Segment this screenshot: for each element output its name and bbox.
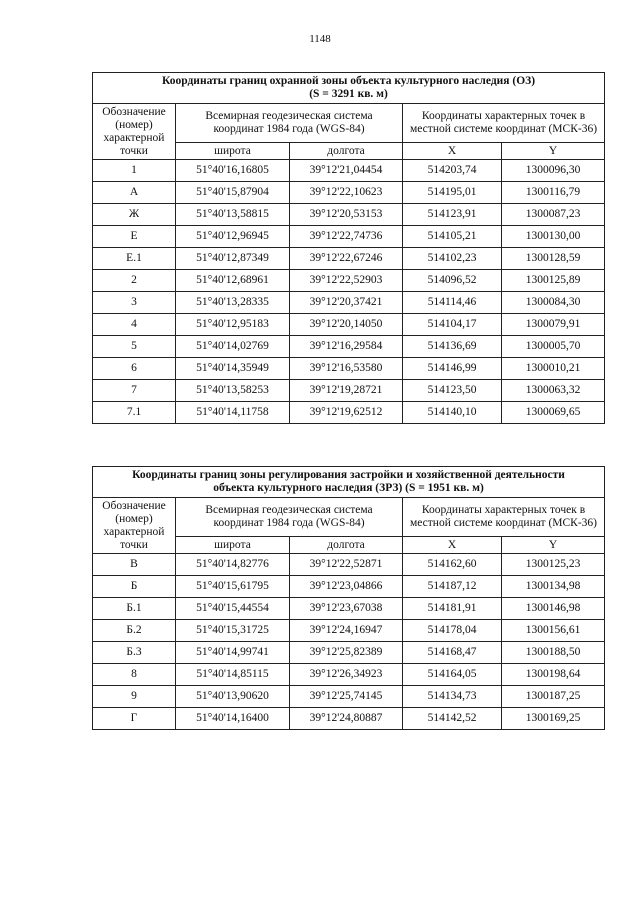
table-title [93,467,605,498]
lat-cell: 51°40'14,02769 [176,336,290,358]
point-cell: 3 [93,292,176,314]
table-row [93,402,605,424]
lat-cell: 51°40'14,35949 [176,358,290,380]
x-cell: 514114,46 [403,292,502,314]
lat-cell: 51°40'12,96945 [176,226,290,248]
x-header: X [403,143,502,160]
y-cell: 1300005,70 [502,336,605,358]
lat-cell: 51°40'12,87349 [176,248,290,270]
x-cell: 514104,17 [403,314,502,336]
table-title-line1: Координаты границ зоны регулирования застройки и хозяйственной деятельности [132,469,565,481]
point-cell: Б [93,576,176,598]
table-row [93,554,605,576]
point-column-header: Обозначение (номер) характерной точки [93,104,176,160]
group-header-row [93,498,605,537]
point-cell: 5 [93,336,176,358]
y-cell: 1300156,61 [502,620,605,642]
table-row [93,664,605,686]
x-cell: 514146,99 [403,358,502,380]
lon-cell: 39°12'22,67246 [290,248,403,270]
lon-header: долгота [290,143,403,160]
x-cell: 514123,91 [403,204,502,226]
y-cell: 1300063,32 [502,380,605,402]
table-title-row [93,73,605,104]
x-cell: 514105,21 [403,226,502,248]
table-row [93,248,605,270]
lon-cell: 39°12'22,52903 [290,270,403,292]
y-cell: 1300130,00 [502,226,605,248]
lon-cell: 39°12'19,28721 [290,380,403,402]
lat-cell: 51°40'13,28335 [176,292,290,314]
y-cell: 1300084,30 [502,292,605,314]
lon-cell: 39°12'24,16947 [290,620,403,642]
table-row [93,708,605,730]
lat-cell: 51°40'14,11758 [176,402,290,424]
x-cell: 514142,52 [403,708,502,730]
lat-cell: 51°40'14,16400 [176,708,290,730]
lon-cell: 39°12'21,04454 [290,160,403,182]
lon-cell: 39°12'25,74145 [290,686,403,708]
table-title [93,73,605,104]
group-header-row [93,104,605,143]
lon-header: долгота [290,537,403,554]
lon-cell: 39°12'23,04866 [290,576,403,598]
y-cell: 1300146,98 [502,598,605,620]
y-cell: 1300128,59 [502,248,605,270]
y-cell: 1300096,30 [502,160,605,182]
lat-cell: 51°40'14,85115 [176,664,290,686]
lon-cell: 39°12'20,14050 [290,314,403,336]
x-cell: 514140,10 [403,402,502,424]
lat-cell: 51°40'15,87904 [176,182,290,204]
y-cell: 1300188,50 [502,642,605,664]
y-cell: 1300187,25 [502,686,605,708]
lon-cell: 39°12'24,80887 [290,708,403,730]
y-cell: 1300134,98 [502,576,605,598]
table-row [93,576,605,598]
x-cell: 514178,04 [403,620,502,642]
point-cell: Е [93,226,176,248]
y-header: Y [502,537,605,554]
lon-cell: 39°12'19,62512 [290,402,403,424]
lon-cell: 39°12'20,37421 [290,292,403,314]
x-cell: 514123,50 [403,380,502,402]
point-cell: 9 [93,686,176,708]
y-cell: 1300010,21 [502,358,605,380]
point-cell: 6 [93,358,176,380]
table-row [93,270,605,292]
x-cell: 514096,52 [403,270,502,292]
x-cell: 514195,01 [403,182,502,204]
point-cell: А [93,182,176,204]
table-row [93,686,605,708]
point-cell: Е.1 [93,248,176,270]
lon-cell: 39°12'22,74736 [290,226,403,248]
point-cell: 7.1 [93,402,176,424]
y-header: Y [502,143,605,160]
x-header: X [403,537,502,554]
x-cell: 514102,23 [403,248,502,270]
x-cell: 514203,74 [403,160,502,182]
table-row [93,336,605,358]
table-title-line2: (S = 3291 кв. м) [309,88,388,101]
table-title-line1: Координаты границ охранной зоны объекта культурного наследия (ОЗ) [161,75,536,87]
lat-cell: 51°40'13,58815 [176,204,290,226]
local-group-header: Координаты характерных точек в местной системе координат (МСК-36) [403,498,605,537]
lat-cell: 51°40'15,44554 [176,598,290,620]
x-cell: 514168,47 [403,642,502,664]
lon-cell: 39°12'20,53153 [290,204,403,226]
lat-cell: 51°40'12,95183 [176,314,290,336]
y-cell: 1300116,79 [502,182,605,204]
y-cell: 1300087,23 [502,204,605,226]
lat-cell: 51°40'13,58253 [176,380,290,402]
point-cell: Ж [93,204,176,226]
lat-header: широта [176,537,290,554]
zrz-coordinates-table [92,466,605,730]
lon-cell: 39°12'22,10623 [290,182,403,204]
table-row [93,160,605,182]
lat-cell: 51°40'15,61795 [176,576,290,598]
lat-cell: 51°40'15,31725 [176,620,290,642]
y-cell: 1300125,89 [502,270,605,292]
x-cell: 514136,69 [403,336,502,358]
point-cell: Г [93,708,176,730]
point-cell: Б.1 [93,598,176,620]
point-cell: 2 [93,270,176,292]
page-number: 1148 [309,33,331,45]
lat-header: широта [176,143,290,160]
table-row [93,226,605,248]
point-cell: 8 [93,664,176,686]
oz-coordinates-table [92,72,605,424]
table-row [93,182,605,204]
lon-cell: 39°12'16,29584 [290,336,403,358]
local-group-header: Координаты характерных точек в местной системе координат (МСК-36) [403,104,605,143]
lon-cell: 39°12'22,52871 [290,554,403,576]
lat-cell: 51°40'12,68961 [176,270,290,292]
lon-cell: 39°12'26,34923 [290,664,403,686]
y-cell: 1300125,23 [502,554,605,576]
point-column-header: Обозначение (номер) характерной точки [93,498,176,554]
table-row [93,380,605,402]
point-cell: 4 [93,314,176,336]
x-cell: 514162,60 [403,554,502,576]
table-row [93,620,605,642]
table-row [93,358,605,380]
x-cell: 514187,12 [403,576,502,598]
point-cell: Б.3 [93,642,176,664]
y-cell: 1300198,64 [502,664,605,686]
x-cell: 514134,73 [403,686,502,708]
table-row [93,642,605,664]
table-row [93,598,605,620]
point-cell: В [93,554,176,576]
point-cell: Б.2 [93,620,176,642]
wgs-group-header: Всемирная геодезическая система координат 1984 года (WGS-84) [176,498,403,537]
table-title-line2: объекта культурного наследия (ЗРЗ) (S = 1951 кв. м) [213,482,484,495]
x-cell: 514181,91 [403,598,502,620]
wgs-group-header: Всемирная геодезическая система координат 1984 года (WGS-84) [176,104,403,143]
lon-cell: 39°12'23,67038 [290,598,403,620]
lon-cell: 39°12'16,53580 [290,358,403,380]
table-title-row [93,467,605,498]
table-row [93,292,605,314]
table-row [93,314,605,336]
y-cell: 1300069,65 [502,402,605,424]
lat-cell: 51°40'14,99741 [176,642,290,664]
lat-cell: 51°40'13,90620 [176,686,290,708]
y-cell: 1300169,25 [502,708,605,730]
lat-cell: 51°40'16,16805 [176,160,290,182]
y-cell: 1300079,91 [502,314,605,336]
table-row [93,204,605,226]
lat-cell: 51°40'14,82776 [176,554,290,576]
point-cell: 7 [93,380,176,402]
point-cell: 1 [93,160,176,182]
lon-cell: 39°12'25,82389 [290,642,403,664]
x-cell: 514164,05 [403,664,502,686]
